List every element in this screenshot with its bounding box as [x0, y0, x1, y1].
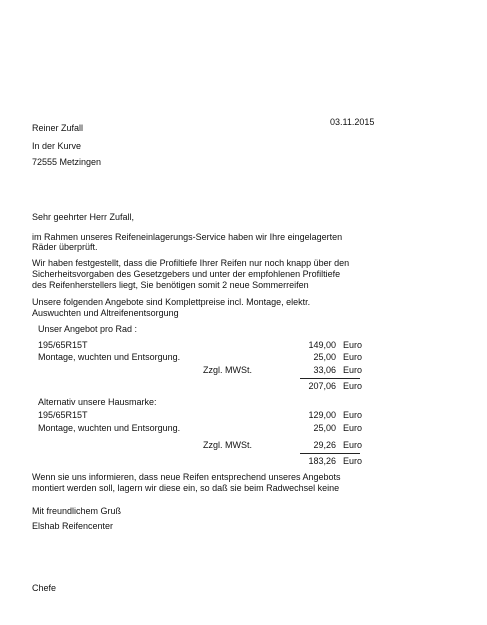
offer2-vat-currency: Euro	[343, 440, 363, 450]
offer2-tire-currency: Euro	[343, 410, 363, 420]
offer1-service-currency: Euro	[343, 352, 363, 362]
offer1-vat: 33,06	[313, 365, 336, 375]
offer1-total-currency: Euro	[343, 381, 363, 391]
offer1-tire-price: 149,00	[308, 340, 336, 350]
finding-line-2: Sicherheitsvorgaben des Gesetzgebers und unter der empfohlenen Profiltiefe	[32, 269, 341, 279]
offer1-vat-currency: Euro	[343, 365, 363, 375]
closing-greeting: Mit freundlichem Gruß	[32, 506, 122, 516]
intro-line-2: Räder überprüft.	[32, 242, 98, 252]
offer1-total: 207,06	[308, 381, 336, 391]
offer1-tire: 195/65R15T	[38, 340, 88, 350]
offer2-tire-price: 129,00	[308, 410, 336, 420]
offer2-sum-rule	[300, 453, 360, 454]
signature-name: Chefe	[32, 583, 57, 593]
offer2-service-currency: Euro	[343, 423, 363, 433]
offer1-service: Montage, wuchten und Entsorgung.	[38, 352, 181, 362]
recipient-city: 72555 Metzingen	[32, 157, 102, 167]
offer-intro-line-2: Auswuchten und Altreifenentsorgung	[32, 308, 179, 318]
letter-date: 03.11.2015	[330, 117, 375, 127]
offer1-tire-currency: Euro	[343, 340, 363, 350]
salutation: Sehr geehrter Herr Zufall,	[32, 212, 135, 222]
offer2-service-price: 25,00	[313, 423, 336, 433]
offer1-heading: Unser Angebot pro Rad :	[38, 324, 138, 334]
offer2-heading: Alternativ unsere Hausmarke:	[38, 397, 157, 407]
closing-line-1: Wenn sie uns informieren, dass neue Reifen entsprechend unseres Angebots	[32, 472, 341, 482]
company-name: Elshab Reifencenter	[32, 521, 114, 531]
offer2-total-currency: Euro	[343, 456, 363, 466]
offer1-sum-rule	[300, 378, 360, 379]
offer2-service: Montage, wuchten und Entsorgung.	[38, 423, 181, 433]
finding-line-1: Wir haben festgestellt, dass die Profiltiefe Ihrer Reifen nur noch knapp über den	[32, 258, 350, 268]
offer2-total: 183,26	[308, 456, 336, 466]
offer1-service-price: 25,00	[313, 352, 336, 362]
finding-line-3: des Reifenherstellers liegt, Sie benötigen somit 2 neue Sommerreifen	[32, 280, 309, 290]
offer2-tire: 195/65R15T	[38, 410, 88, 420]
recipient-name: Reiner Zufall	[32, 123, 84, 133]
recipient-street: In der Kurve	[32, 141, 82, 151]
offer2-vat-label: Zzgl. MWSt.	[203, 440, 252, 450]
offer-intro-line-1: Unsere folgenden Angebote sind Komplettpreise incl. Montage, elektr.	[32, 297, 311, 307]
intro-line-1: im Rahmen unseres Reifeneinlagerungs-Service haben wir Ihre eingelagerten	[32, 232, 343, 242]
offer2-vat: 29,26	[313, 440, 336, 450]
offer1-vat-label: Zzgl. MWSt.	[203, 365, 252, 375]
closing-line-2: montiert werden soll, lagern wir diese ein, so daß sie beim Radwechsel keine	[32, 483, 340, 493]
